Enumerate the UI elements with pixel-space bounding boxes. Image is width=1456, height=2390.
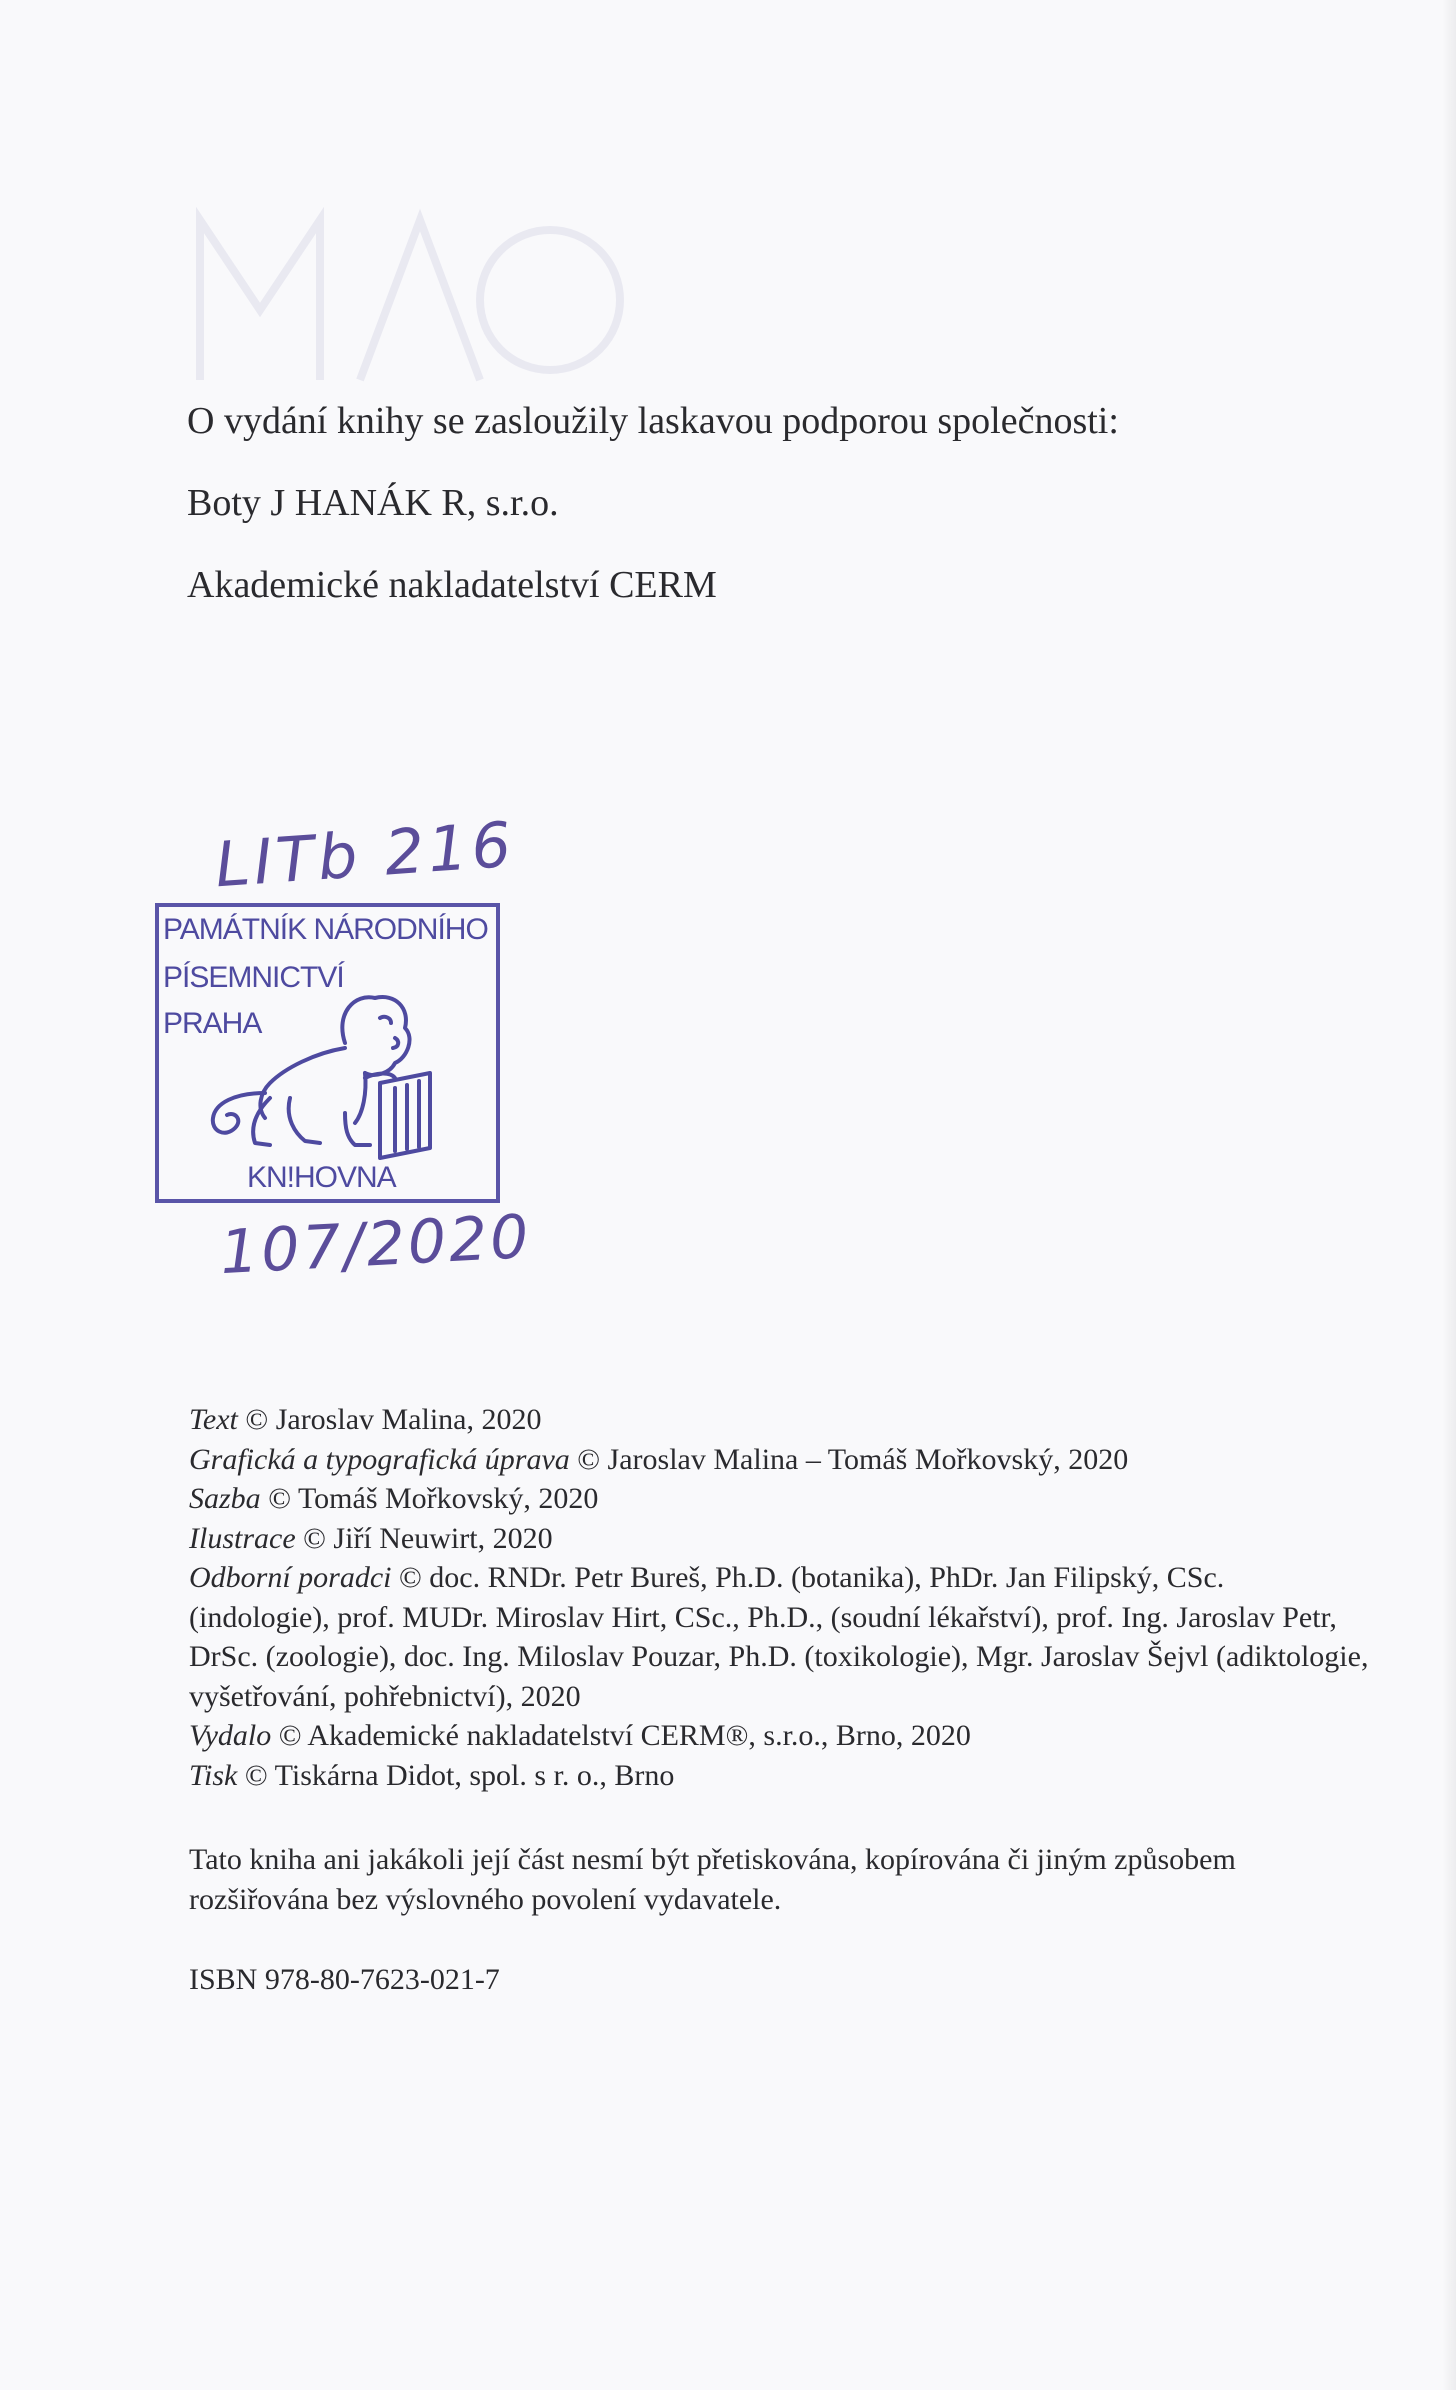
handwritten-signature-top: LITb 216 [212, 807, 518, 902]
handwritten-accession-number: 107/2020 [218, 1201, 534, 1289]
credit-line [189, 1440, 1369, 1480]
credits-section [189, 1400, 1369, 1795]
credit-text: © doc. RNDr. Petr Bureš, Ph.D. (botanika), PhDr. Jan Filipský, CSc. (indologie), prof. MUDr. Miroslav Hirt, CSc., Ph.D., (soudní lékařství), prof. Ing. Jaroslav Petr, DrSc. (zoologie), doc. Ing. Miloslav Pouzar, Ph.D. (toxikologie), Mgr. Jaroslav Šejvl (adiktologie, vyšetřování, pohřebnictví), 2020 [189, 1561, 1369, 1713]
credit-role: Vydalo [189, 1719, 272, 1752]
credit-line [189, 1716, 1369, 1756]
credit-role: Tisk [189, 1758, 238, 1792]
credit-text: © Jiří Neuwirt, 2020 [295, 1521, 553, 1555]
credit-line [189, 1479, 1369, 1519]
stamp-line-2: PÍSEMNICTVÍ [163, 961, 344, 994]
credit-role: Sazba [189, 1482, 261, 1515]
credit-role: Ilustrace [189, 1521, 296, 1555]
credit-text: © Tiskárna Didot, spol. s r. o., Brno [237, 1758, 675, 1792]
credit-role: Grafická a typografická úprava [189, 1442, 570, 1476]
lion-icon [195, 973, 435, 1163]
stamp-line-4: KN!HOVNA [247, 1161, 396, 1194]
credit-role: Odborní poradci [189, 1561, 392, 1594]
credit-line [189, 1558, 1369, 1716]
copyright-notice: Tato kniha ani jakákoli její část nesmí být přetiskována, kopírována či jiným způsobem rozšiřována bez výslovného povolení vydavatele. [189, 1843, 1236, 1916]
faded-watermark-logo [190, 200, 630, 400]
stamp-line-1: PAMÁTNÍK NÁRODNÍHO [163, 913, 488, 946]
page-edge-shadow [1442, 0, 1456, 2390]
stamp-line-3: PRAHA [163, 1007, 262, 1040]
sponsors-section [187, 400, 1387, 646]
isbn-number: ISBN 978-80-7623-021-7 [189, 1963, 500, 1996]
credit-text: © Tomáš Mořkovský, 2020 [260, 1482, 599, 1515]
sponsor-company-1: Boty J HANÁK R, s.r.o. [187, 482, 559, 524]
credit-role: Text [189, 1403, 238, 1436]
credit-line [189, 1519, 1369, 1559]
credit-line [189, 1756, 1369, 1796]
credit-text: © Jaroslav Malina – Tomáš Mořkovský, 2020 [569, 1442, 1129, 1476]
sponsors-intro: O vydání knihy se zasloužily laskavou podporou společnosti: [187, 400, 1119, 442]
credit-text: © Akademické nakladatelství CERM®, s.r.o., Brno, 2020 [271, 1719, 971, 1752]
credit-text: © Jaroslav Malina, 2020 [237, 1403, 542, 1436]
sponsor-company-2: Akademické nakladatelství CERM [187, 564, 717, 606]
library-stamp [155, 903, 500, 1203]
credit-line [189, 1400, 1369, 1440]
